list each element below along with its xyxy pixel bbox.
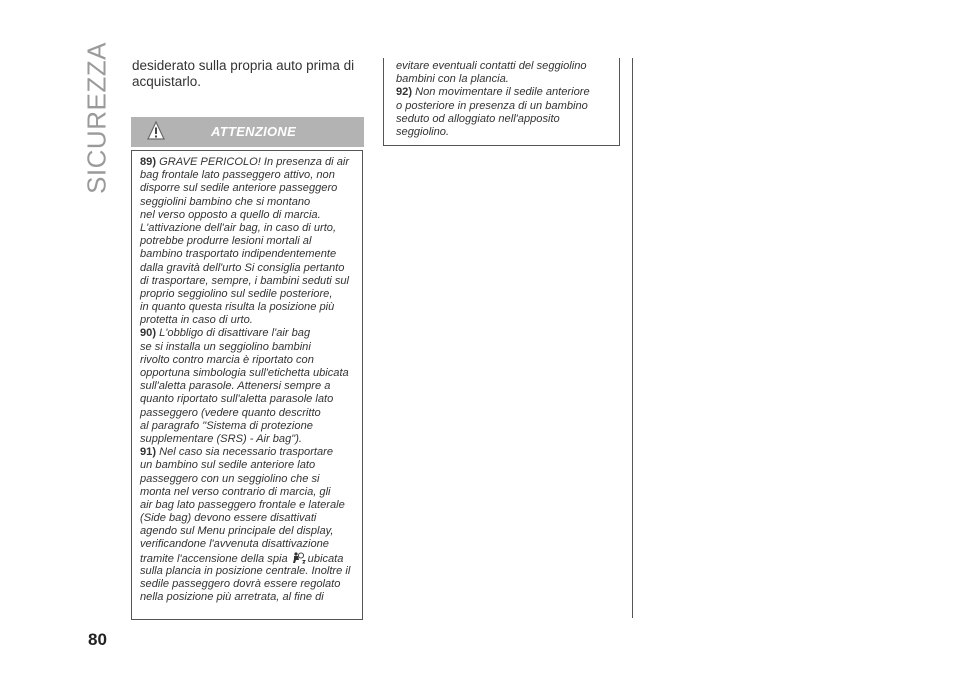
line-text: quanto riportato sull'aletta parasole lato <box>140 393 334 406</box>
line-text: seggiolini bambino che si montano <box>140 195 311 208</box>
line-text: protetta in caso di urto. <box>140 314 253 327</box>
text-line <box>140 538 350 551</box>
text-line <box>140 235 350 248</box>
text-line <box>140 407 350 420</box>
text-line <box>396 86 590 99</box>
line-text: rivolto contro marcia è riportato con <box>140 353 314 366</box>
line-text: tramite l'accensione della spia <box>140 552 288 565</box>
text-line <box>140 393 350 406</box>
line-text: bambini con la plancia. <box>396 73 509 86</box>
warning-title: ATTENZIONE <box>211 124 297 139</box>
text-line <box>140 433 350 446</box>
text-line <box>140 275 350 288</box>
page-number: 80 <box>88 630 107 649</box>
section-title <box>81 42 112 194</box>
line-text: L'obbligo di disattivare l'air bag <box>159 327 311 340</box>
line-text: Non movimentare il sedile anteriore <box>415 86 590 99</box>
note-number: 92) <box>396 86 416 99</box>
line-text: di trasportare, sempre, i bambini seduti sul <box>140 274 350 287</box>
line-text: agendo sul Menu principale del display, <box>140 525 334 538</box>
line-text: (Side bag) devono essere disattivati <box>140 512 317 525</box>
text-line <box>140 314 350 327</box>
text-line <box>140 367 350 380</box>
line-text: o posteriore in presenza di un bambino <box>396 99 588 112</box>
line-text: passeggero con un seggiolino che si <box>140 472 320 485</box>
text-line <box>140 169 350 182</box>
text-line <box>140 446 350 459</box>
warning-text-column-1 <box>140 156 350 604</box>
text-line <box>140 248 350 261</box>
text-line <box>140 327 350 340</box>
text-line <box>140 552 350 565</box>
line-text: verificandone l'avvenuta disattivazione <box>140 538 329 551</box>
column-divider <box>632 58 633 618</box>
section-title-text: SICUREZZA <box>81 42 112 194</box>
text-line <box>140 354 350 367</box>
warning-header <box>131 117 364 147</box>
text-line <box>140 459 350 472</box>
line-text: seduto od alloggiato nell'apposito <box>396 112 560 125</box>
line-text: se si installa un seggiolino bambini <box>140 340 311 353</box>
line-text-after-icon: ubicata <box>307 552 344 565</box>
text-line <box>140 380 350 393</box>
text-line <box>140 222 350 235</box>
note-number: 91) <box>140 446 160 459</box>
text-line <box>140 156 350 169</box>
text-line <box>140 262 350 275</box>
line-text: Nel caso sia necessario trasportare <box>159 446 334 459</box>
text-line <box>140 196 350 209</box>
line-text: in quanto questa risulta la posizione più <box>140 301 335 314</box>
text-line <box>396 100 590 113</box>
line-text: L'attivazione dell'air bag, in caso di urto, <box>140 221 337 234</box>
line-text: al paragrafo "Sistema di protezione <box>140 419 313 432</box>
text-line <box>396 126 590 139</box>
text-line <box>140 420 350 433</box>
note-number: 90) <box>140 327 160 340</box>
line-text: sedile passeggero dovrà essere regolato <box>140 578 341 590</box>
warning-box-column-1 <box>131 150 363 620</box>
line-text: GRAVE PERICOLO! In presenza di air <box>159 156 350 168</box>
text-line <box>396 113 590 126</box>
text-line <box>140 209 350 222</box>
line-text: passeggero (vedere quanto descritto <box>140 406 321 419</box>
text-line <box>140 591 350 604</box>
line-text: evitare eventuali contatti del seggiolino <box>396 60 587 72</box>
text-line <box>140 512 350 525</box>
line-text: nella posizione più arretrata, al fine di <box>140 591 324 604</box>
text-line <box>140 288 350 301</box>
warning-box-column-2 <box>383 58 620 146</box>
line-text: potrebbe produrre lesioni mortali al <box>140 235 312 248</box>
text-line <box>140 565 350 578</box>
text-line <box>396 60 590 73</box>
line-text: bag frontale lato passeggero attivo, non <box>140 169 335 182</box>
text-line <box>140 341 350 354</box>
line-text: sulla plancia in posizione centrale. Inoltre il <box>140 564 351 577</box>
note-number: 89) <box>140 156 160 168</box>
line-text: seggiolino. <box>396 125 450 138</box>
text-line <box>396 73 590 86</box>
text-line <box>140 182 350 195</box>
text-line <box>140 578 350 591</box>
text-line <box>140 525 350 538</box>
airbag-off-icon <box>290 552 306 564</box>
line-text: un bambino sul sedile anteriore lato <box>140 459 316 472</box>
line-text: opportuna simbologia sull'etichetta ubicata <box>140 367 349 379</box>
line-text: sull'aletta parasole. Attenersi sempre a <box>140 380 331 393</box>
line-text: disporre sul sedile anteriore passeggero <box>140 182 338 195</box>
warning-text-column-2 <box>396 60 590 139</box>
text-line <box>140 499 350 512</box>
line-text: air bag lato passeggero frontale e laterale <box>140 498 345 511</box>
text-line <box>140 473 350 486</box>
text-line <box>140 301 350 314</box>
line-text: bambino trasportato indipendentemente <box>140 248 337 261</box>
line-text: supplementare (SRS) - Air bag"). <box>140 432 302 445</box>
text-line <box>140 486 350 499</box>
line-text: nel verso opposto a quello di marcia. <box>140 208 321 221</box>
warning-triangle-icon <box>147 121 165 141</box>
line-text: proprio seggiolino sul sedile posteriore, <box>140 287 333 300</box>
line-text: monta nel verso contrario di marcia, gli <box>140 485 331 498</box>
intro-paragraph: desiderato sulla propria auto prima di acquistarlo. <box>132 58 355 89</box>
line-text: dalla gravità dell'urto Si consiglia pertanto <box>140 261 345 274</box>
